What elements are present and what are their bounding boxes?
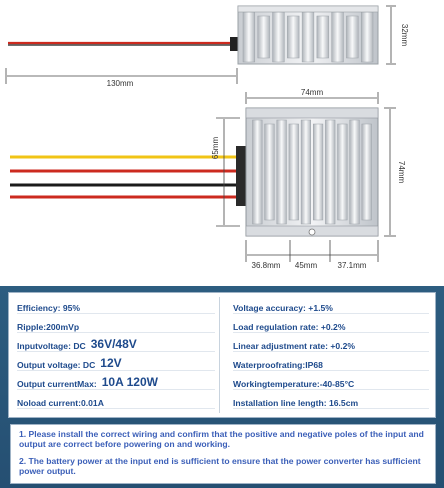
spec-table xyxy=(8,292,436,418)
side-view-wire xyxy=(8,37,238,51)
top-depth-dimension xyxy=(384,108,406,236)
heatsink-fin xyxy=(258,16,270,58)
spec-row-waterproof: Waterproofrating:IP68 xyxy=(233,354,429,371)
heatsink-fin xyxy=(273,12,285,62)
spec-row-line-length: Installation line length: 16.5cm xyxy=(233,392,429,409)
spec-row-load-regulation: Load regulation rate: +0.2% xyxy=(233,316,429,333)
wire-length-dimension xyxy=(6,68,237,88)
note-2: 2. The battery power at the input end is sufficient to ensure that the power converter has sufficient power output. xyxy=(19,456,421,476)
top-depth-label: 74mm xyxy=(397,160,406,184)
hole-left-label: 36.8mm xyxy=(251,261,281,270)
spec-row-voltage-accuracy: Voltage accuracy: +1.5% xyxy=(233,297,429,314)
spec-row-ripple: Ripple:200mVp xyxy=(17,316,215,333)
top-view-converter xyxy=(246,108,378,236)
wire-length-label: 130mm xyxy=(106,79,134,88)
notes-box xyxy=(10,424,436,484)
note-1: 1. Please install the correct wiring and confirm that the positive and negative poles of the input and output are correct before powering on and working. xyxy=(19,429,424,449)
heatsink-fin xyxy=(287,16,299,58)
heatsink-fin xyxy=(313,124,323,220)
spec-row-linear-adjustment: Linear adjustment rate: +0.2% xyxy=(233,335,429,352)
heatsink-fin xyxy=(253,120,263,224)
heatsink-fin xyxy=(338,124,348,220)
spec-row-output-current: Output currentMax: 10A 120W xyxy=(17,373,215,390)
spec-row-efficiency: Efficiency: 95% xyxy=(17,297,215,314)
heatsink-fin xyxy=(302,12,314,62)
heatsink-fin xyxy=(350,120,360,224)
inner-height-label: 65mm xyxy=(211,136,220,160)
heatsink-fin xyxy=(362,124,372,220)
side-view-converter xyxy=(238,6,378,64)
heatsink-fin xyxy=(265,124,275,220)
side-height-dimension xyxy=(386,6,409,64)
spec-divider xyxy=(219,297,220,413)
spec-row-working-temperature: Workingtemperature:-40-85°C xyxy=(233,373,429,390)
hole-mid-label: 45mm xyxy=(294,261,318,270)
spec-row-output-voltage: Output voltage: DC 12V xyxy=(17,354,215,371)
top-width-label: 74mm xyxy=(300,88,324,97)
hole-right-label: 37.1mm xyxy=(337,261,367,270)
heatsink-fin xyxy=(277,120,287,224)
heatsink-fin xyxy=(346,16,358,58)
side-height-label: 32mm xyxy=(400,23,409,47)
top-width-dimension xyxy=(246,88,378,104)
spec-row-noload-current: Noload current:0.01A xyxy=(17,392,215,409)
spec-row-input-voltage: Inputvoltage: DC 36V/48V xyxy=(17,335,215,352)
hole-spacing-dimension xyxy=(246,240,378,270)
heatsink-fin xyxy=(301,120,311,224)
heatsink-fin xyxy=(289,124,299,220)
heatsink-fin xyxy=(325,120,335,224)
heatsink-fin xyxy=(243,12,255,62)
heatsink-fin xyxy=(332,12,344,62)
heatsink-fin xyxy=(317,16,329,58)
heatsink-fin xyxy=(361,12,373,62)
